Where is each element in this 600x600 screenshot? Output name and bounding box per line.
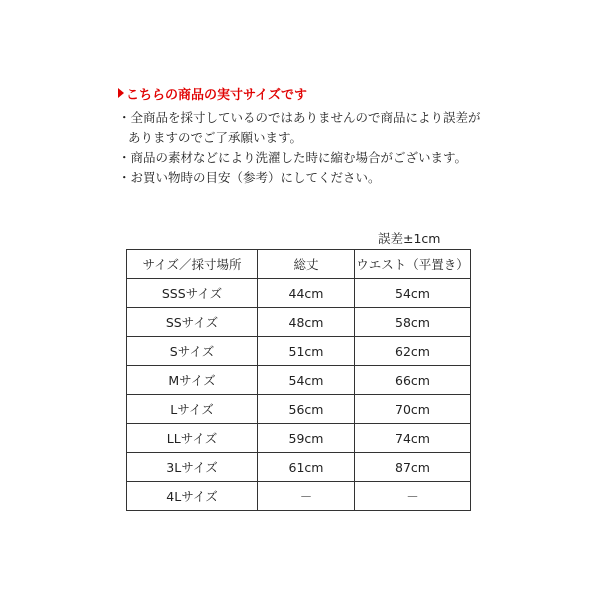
- note-item: [118, 148, 481, 168]
- cell-size: Lサイズ: [127, 395, 258, 424]
- cell-length: 51cm: [258, 337, 355, 366]
- cell-waist: 54cm: [355, 279, 471, 308]
- table-row: [127, 424, 471, 453]
- section-heading: [118, 87, 307, 105]
- table-row: [127, 308, 471, 337]
- tolerance-note: 誤差±1cm: [378, 231, 441, 246]
- cell-size: 4Lサイズ: [127, 482, 258, 511]
- arrow-right-icon: [118, 88, 124, 98]
- cell-waist: 87cm: [355, 453, 471, 482]
- cell-size: Mサイズ: [127, 366, 258, 395]
- cell-length: 61cm: [258, 453, 355, 482]
- table-row: [127, 337, 471, 366]
- cell-size: 3Lサイズ: [127, 453, 258, 482]
- note-item: [118, 168, 481, 188]
- cell-size: LLサイズ: [127, 424, 258, 453]
- cell-length: 54cm: [258, 366, 355, 395]
- table-row: [127, 279, 471, 308]
- cell-size: SSSサイズ: [127, 279, 258, 308]
- cell-length: 44cm: [258, 279, 355, 308]
- note-text: ・お買い物時の目安（参考）にしてください。: [118, 170, 381, 185]
- cell-length: 59cm: [258, 424, 355, 453]
- cell-length: －: [258, 482, 355, 511]
- cell-length: 56cm: [258, 395, 355, 424]
- cell-waist: 62cm: [355, 337, 471, 366]
- cell-waist: 66cm: [355, 366, 471, 395]
- notes-list: [118, 108, 481, 188]
- note-item: [118, 108, 481, 148]
- header-size: サイズ／採寸場所: [127, 250, 258, 279]
- table-row: [127, 453, 471, 482]
- table-header-row: [127, 250, 471, 279]
- cell-size: SSサイズ: [127, 308, 258, 337]
- cell-waist: 70cm: [355, 395, 471, 424]
- table-row: [127, 482, 471, 511]
- header-waist: ウエスト（平置き）: [355, 250, 471, 279]
- note-text: ・商品の素材などにより洗濯した時に縮む場合がございます。: [118, 150, 468, 165]
- cell-waist: 74cm: [355, 424, 471, 453]
- note-text-continued: ありますのでご了承願います。: [128, 130, 303, 145]
- cell-size: Sサイズ: [127, 337, 258, 366]
- cell-waist: 58cm: [355, 308, 471, 337]
- note-text: ・全商品を採寸しているのではありませんので商品により誤差が: [118, 110, 481, 125]
- section-heading-text: こちらの商品の実寸サイズです: [126, 88, 307, 103]
- cell-length: 48cm: [258, 308, 355, 337]
- table-row: [127, 366, 471, 395]
- header-length: 総丈: [258, 250, 355, 279]
- size-table: [126, 249, 471, 511]
- cell-waist: －: [355, 482, 471, 511]
- table-row: [127, 395, 471, 424]
